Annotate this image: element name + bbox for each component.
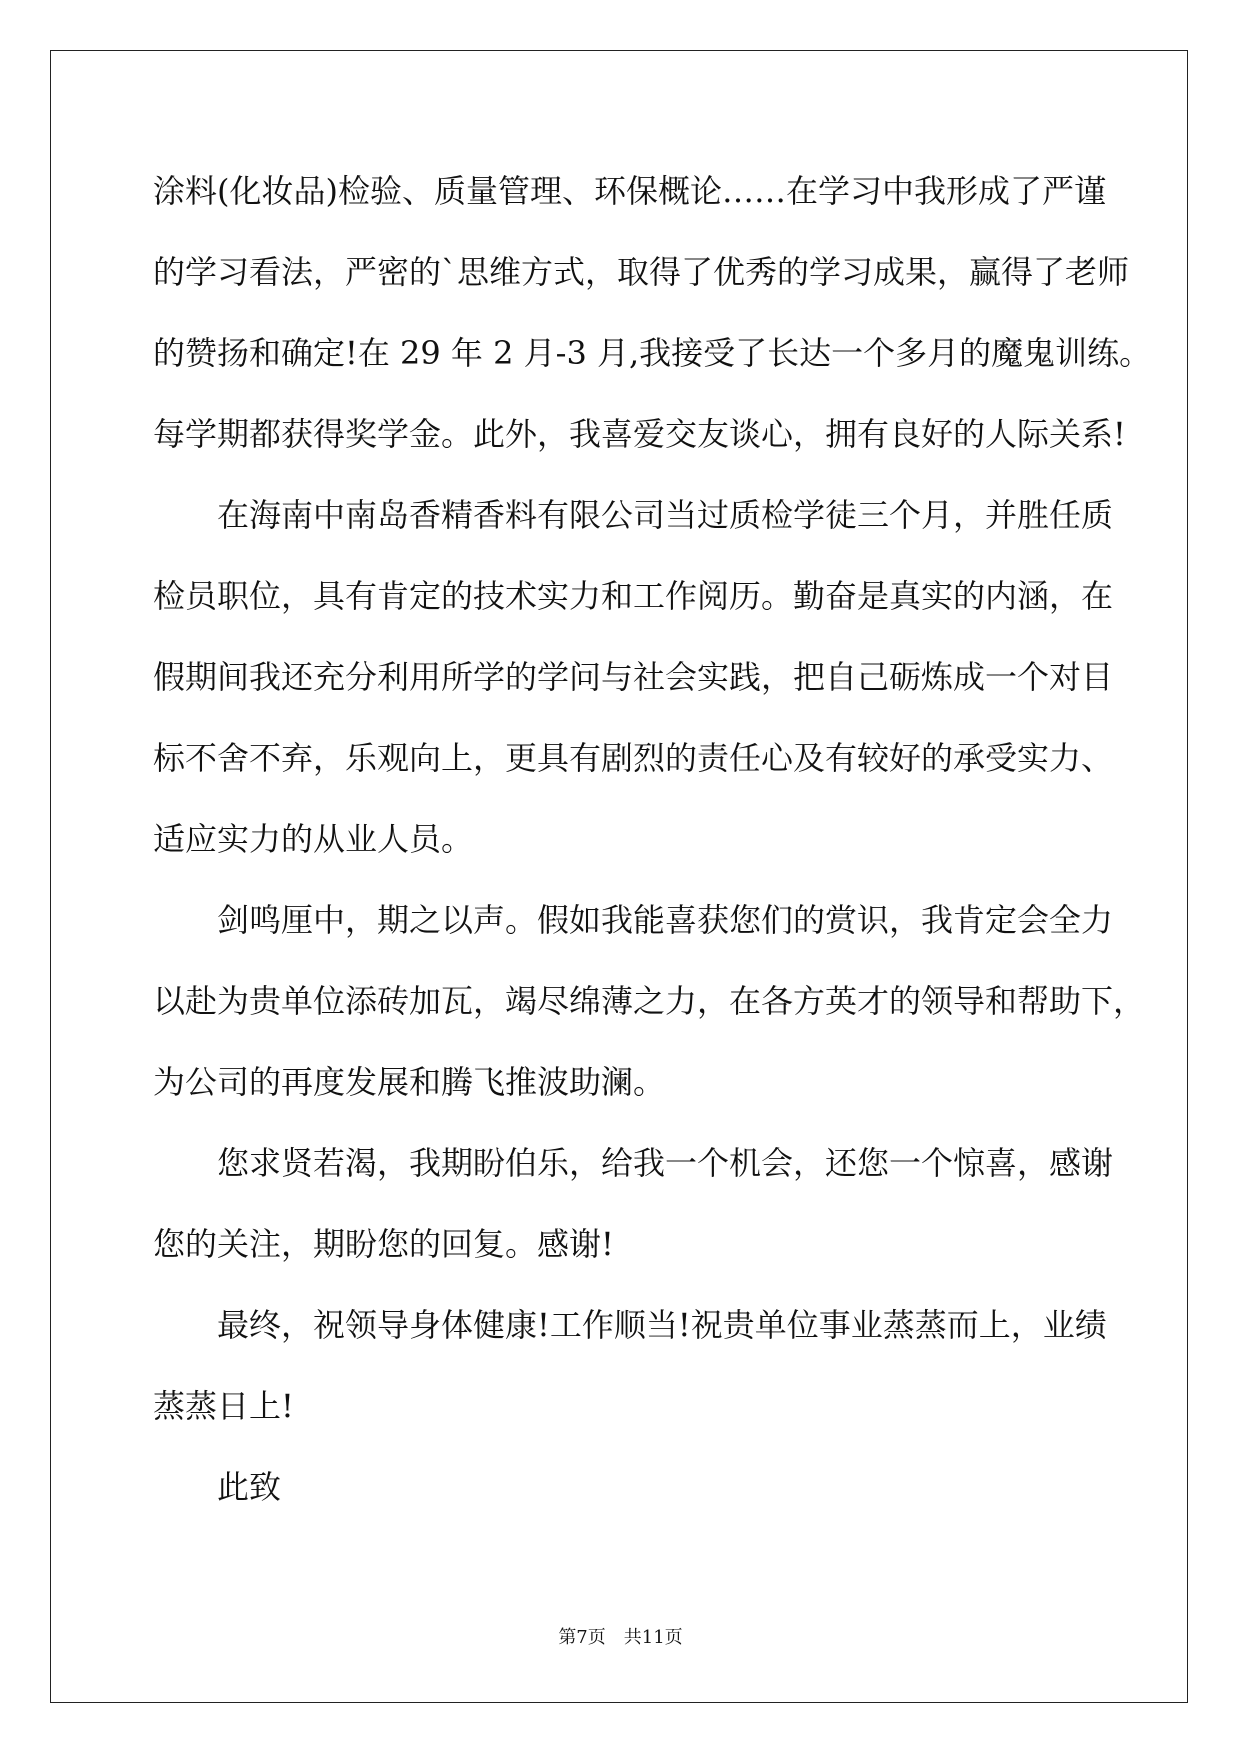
- text-line: 检员职位，具有肯定的技术实力和工作阅历。勤奋是真实的内涵，在: [153, 577, 1114, 615]
- text-line: 标不舍不弃，乐观向上，更具有剧烈的责任心及有较好的承受实力、: [153, 739, 1114, 777]
- text-line: 您求贤若渴，我期盼伯乐，给我一个机会，还您一个惊喜，感谢: [217, 1144, 1114, 1182]
- paragraph: [153, 1447, 1087, 1528]
- text-line: 适应实力的从业人员。: [153, 820, 474, 858]
- text-line: 的赞扬和确定!在 29 年 2 月-3 月,我接受了长达一个多月的魔鬼训练。: [153, 334, 1152, 372]
- text-line: 的学习看法，严密的`思维方式，取得了优秀的学习成果，赢得了老师: [153, 253, 1130, 291]
- page-footer: [0, 1624, 1241, 1652]
- text-line: 您的关注，期盼您的回复。感谢!: [153, 1225, 614, 1263]
- text-line: 以赴为贵单位添砖加瓦，竭尽绵薄之力，在各方英才的领导和帮助下，: [153, 982, 1146, 1020]
- paragraph: [153, 475, 1114, 880]
- text-line: 每学期都获得奖学金。此外，我喜爱交友谈心，拥有良好的人际关系!: [153, 415, 1126, 453]
- paragraph: [153, 880, 1146, 1123]
- text-line: 为公司的再度发展和腾飞推波助澜。: [153, 1063, 666, 1101]
- paragraph: [153, 151, 1152, 475]
- text-line: 最终，祝领导身体健康!工作顺当!祝贵单位事业蒸蒸而上，业绩: [217, 1306, 1107, 1344]
- text-line: 假期间我还充分利用所学的学问与社会实践，把自己砺炼成一个对目: [153, 658, 1114, 696]
- text-line: 涂料(化妆品)检验、质量管理、环保概论……在学习中我形成了严谨: [153, 172, 1106, 210]
- text-line: 剑鸣厘中，期之以声。假如我能喜获您们的赏识，我肯定会全力: [217, 901, 1114, 939]
- paragraph: [153, 1285, 1107, 1447]
- current-page-number: 第7页: [558, 1627, 606, 1648]
- text-line: 此致: [217, 1468, 282, 1506]
- text-line: 在海南中南岛香精香料有限公司当过质检学徒三个月，并胜任质: [217, 496, 1114, 534]
- paragraph: [153, 1123, 1114, 1285]
- document-body: [153, 151, 1152, 1528]
- text-line: 蒸蒸日上!: [153, 1387, 294, 1425]
- total-page-count: 共11页: [623, 1627, 683, 1648]
